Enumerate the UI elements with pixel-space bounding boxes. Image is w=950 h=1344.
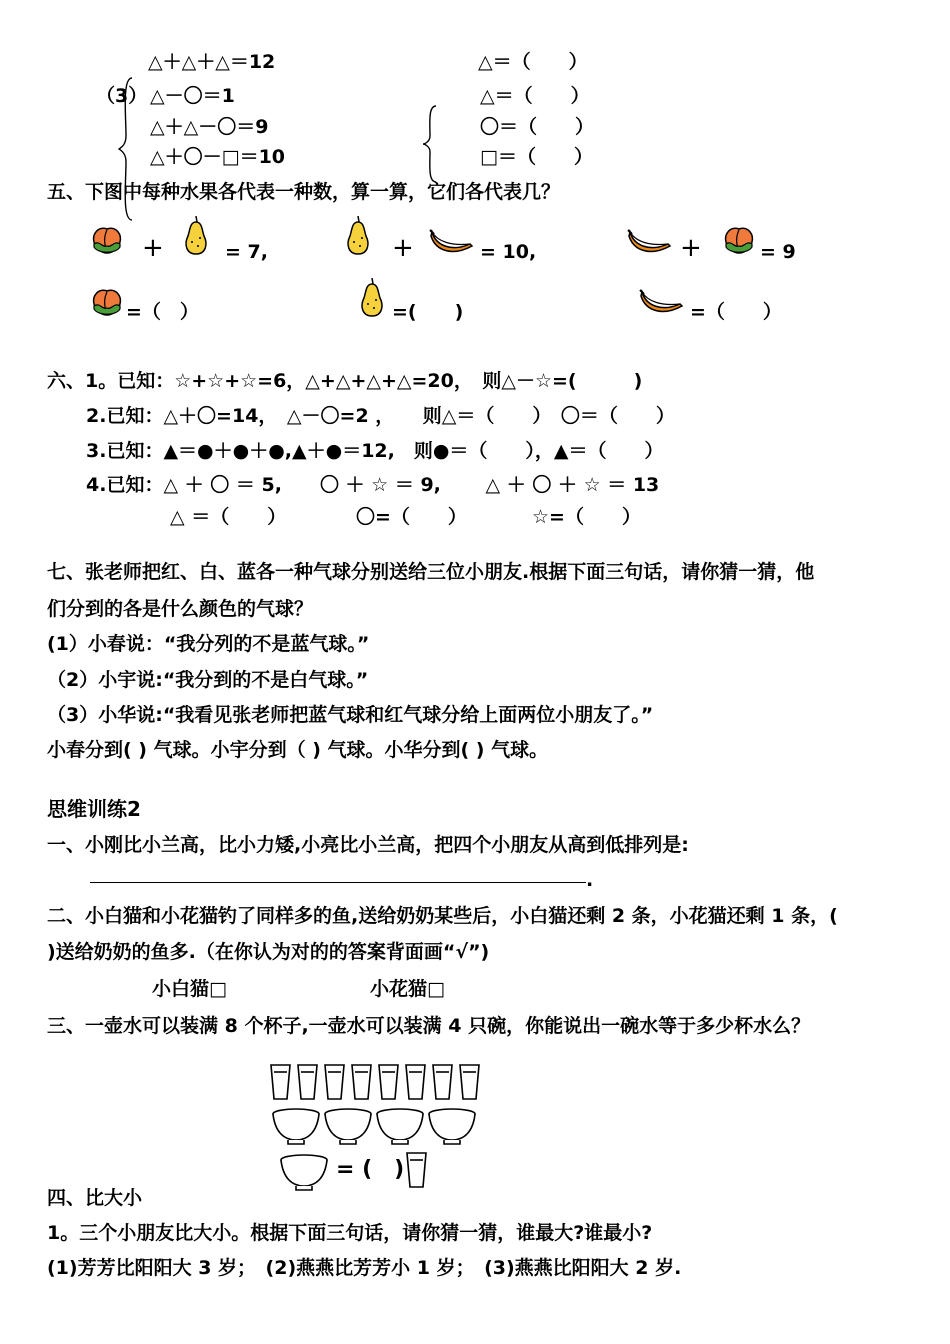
training-title: 思维训练2 (47, 797, 141, 821)
ans1: =（ ） (126, 301, 199, 323)
s7-line4: （2）小宇说:“我分到的不是白气球。” (47, 669, 369, 691)
s6-line4: 4.已知：△ ＋ 〇 ＝ 5, 〇 ＋ ☆ ＝ 9, △ ＋ 〇 ＋ ☆ ＝ 13 (86, 474, 660, 496)
pear-icon (180, 214, 212, 256)
bowl-icon (377, 1109, 423, 1144)
cup-icon (379, 1065, 398, 1099)
banana-icon (430, 228, 474, 256)
ans3: =（ ） (690, 301, 782, 323)
cup-icon (271, 1065, 290, 1099)
p3-left-2: △＋△－〇＝9 (150, 116, 269, 138)
eq3: = 9 (760, 241, 796, 263)
s7-line1: 七、张老师把红、白、蓝各一种气球分别送给三位小朋友.根据下面三句话，请你猜一猜，他 (47, 561, 815, 583)
training-q2b: )送给奶奶的鱼多.（在你认为对的的答案背面画“√”) (47, 941, 490, 963)
s6-line5c: ☆=（ ） (532, 506, 641, 528)
section5-title: 五、下图中每种水果各代表一种数，算一算，它们各代表几？ (47, 181, 561, 203)
bowl-equation: = ( ) (336, 1157, 405, 1182)
training-q1: 一、小刚比小兰高，比小力矮,小亮比小兰高，把四个小朋友从高到低排列是: (47, 834, 689, 856)
cup-icon (433, 1065, 452, 1099)
s6-line3: 3.已知：▲＝●＋●＋●,▲＋●＝12, 则●＝（ ），▲＝（ ） (86, 440, 664, 462)
cup-icon (298, 1065, 317, 1099)
cup-icon (404, 1150, 430, 1190)
banana-icon (640, 288, 684, 316)
pear-icon (342, 214, 374, 256)
cup-icon (325, 1065, 344, 1099)
peach-icon (722, 222, 756, 256)
p3-right-0: △＝（ ） (478, 51, 588, 73)
s6-line1: 六、1。已知：☆+☆+☆=6，△+△+△+△=20， 则△－☆=( ) (47, 370, 643, 392)
s6-line5a: △ ＝（ ） (170, 506, 287, 528)
peach-icon (90, 284, 124, 318)
p3-label: （3） (96, 85, 148, 107)
pear-icon (356, 276, 388, 318)
training-q2a: 二、小白猫和小花猫钓了同样多的鱼,送给奶奶某些后，小白猫还剩 2 条，小花猫还剩 1 条，( (47, 905, 838, 927)
option-white-cat: 小白猫□ (152, 978, 227, 1000)
bowl-icon (273, 1109, 319, 1144)
bowl-icon (429, 1109, 475, 1144)
cup-icon (406, 1065, 425, 1099)
bowl-icon (325, 1109, 371, 1144)
cup-icon (352, 1065, 371, 1099)
p3-right-3: □＝（ ） (480, 146, 593, 168)
option-flower-cat: 小花猫□ (370, 978, 445, 1000)
s7-line5: （3）小华说:“我看见张老师把蓝气球和红气球分给上面两位小朋友了。” (47, 704, 654, 726)
ans2: =( ) (392, 301, 464, 323)
training-q4: 四、比大小 (47, 1187, 143, 1209)
s7-line6: 小春分到( ) 气球。小宇分到（ ) 气球。小华分到( ) 气球。 (47, 739, 549, 761)
p3-left-3: △＋〇－□＝10 (150, 146, 286, 168)
p3-left-0: △＋△＋△＝12 (148, 51, 276, 73)
s6-line2: 2.已知：△＋〇=14， △－〇=2 ， 则△＝（ ） 〇＝（ ） (86, 405, 675, 427)
banana-icon (628, 228, 672, 256)
s7-line3: (1）小春说：“我分列的不是蓝气球。” (47, 633, 370, 655)
right-brace (422, 104, 438, 184)
p3-left-1: △－〇＝1 (150, 85, 235, 107)
s6-line5b: 〇=（ ） (356, 506, 467, 528)
p3-right-1: △＝（ ） (480, 85, 590, 107)
bowl-icon (280, 1152, 330, 1192)
bowls-row (272, 1106, 478, 1146)
answer-line-end: . (586, 869, 594, 891)
training-q4-2: (1)芳芳比阳阳大 3 岁； (2)燕燕比芳芳小 1 岁； (3)燕燕比阳阳大 2 岁. (47, 1257, 682, 1279)
s7-line2: 们分到的各是什么颜色的气球？ (47, 598, 314, 620)
training-q4-1: 1。三个小朋友比大小。根据下面三句话，请你猜一猜，谁最大?谁最小? (47, 1222, 653, 1244)
training-q3: 三、一壶水可以装满 8 个杯子,一壶水可以装满 4 只碗，你能说出一碗水等于多少杯水么？ (47, 1015, 811, 1037)
plus-1: + (142, 233, 164, 263)
plus-2: + (392, 233, 414, 263)
cups-row (268, 1062, 486, 1102)
eq2: = 10, (480, 241, 537, 263)
p3-right-2: 〇＝（ ） (480, 116, 595, 138)
plus-3: + (680, 233, 702, 263)
eq1: = 7, (225, 241, 268, 263)
answer-line (90, 882, 586, 883)
cup-icon (460, 1065, 479, 1099)
peach-icon (90, 222, 124, 256)
